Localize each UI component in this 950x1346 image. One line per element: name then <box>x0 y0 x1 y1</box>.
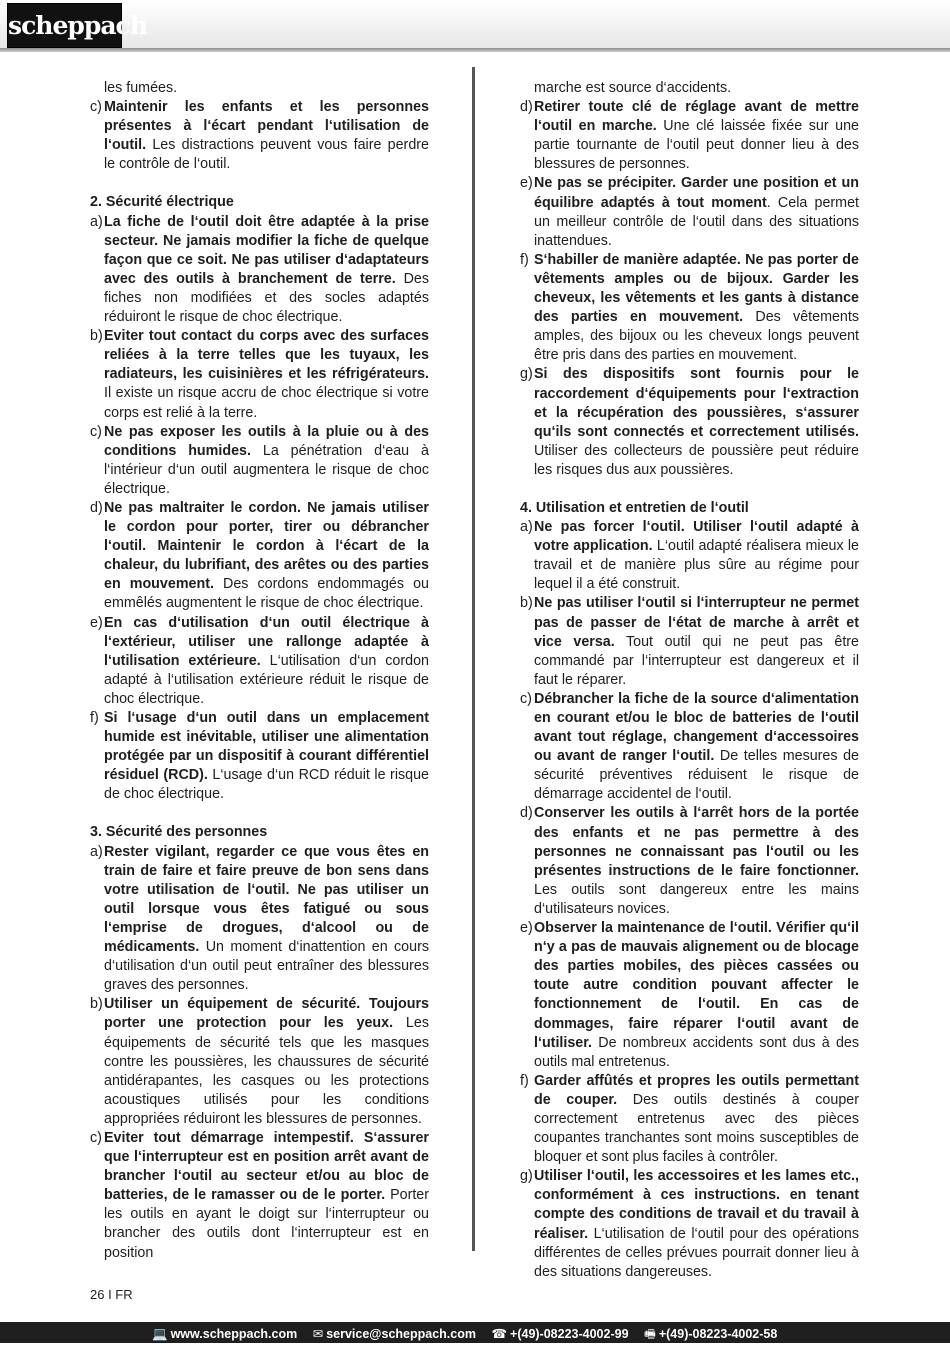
item-label: c) <box>90 423 102 440</box>
item-instruction: Eviter tout démarrage intempestif. S‘assurer que l‘interrupteur est en position arrêt avant de brancher l‘outil au secteur et/ou au bloc de batteries, de le ramasser ou de le porter. <box>104 1129 429 1204</box>
item-explanation: L‘utilisation d‘un cordon adapté à l‘utilisation extérieure réduit le risque de choc électrique. <box>104 652 429 707</box>
item-explanation: Des vêtements amples, des bijoux ou les cheveux longs peuvent être pris dans des parties en mouvement. <box>534 309 859 364</box>
item-instruction: Garder affûtés et propres les outils permettant de couper. <box>534 1072 859 1108</box>
item-explanation: L‘utilisation de l‘outil pour des opérations différentes de celles prévues pourrait donner lieu à des situations dangereuses. <box>534 1225 859 1280</box>
fax-icon: 🖷 <box>644 1327 656 1341</box>
item-label: a) <box>90 213 103 230</box>
item-explanation: Les outils sont dangereux entre les mains d‘utilisateurs novices. <box>534 881 859 917</box>
header-divider <box>0 48 950 52</box>
item-instruction: Ne pas se précipiter. Garder une position et un équilibre adaptés à tout moment <box>534 175 859 211</box>
list-item <box>90 213 429 328</box>
item-label: f) <box>520 251 529 268</box>
item-label: b) <box>520 595 533 612</box>
list-item <box>90 614 429 709</box>
item-label: b) <box>90 328 103 345</box>
list-item <box>90 423 429 499</box>
item-instruction: Eviter tout contact du corps avec des surfaces reliées à la terre telles que les tuyaux, les radiateurs, les cuisinières et les réfrigérateurs. <box>104 328 429 383</box>
item-explanation: L‘outil adapté réalisera mieux le travail et de manière plus sûre au régime pour lequel il a été construit. <box>534 538 859 593</box>
item-instruction: Si des dispositifs sont fournis pour le raccordement d‘équipements pour l‘extraction et la récupération des poussières, s‘assurer qu‘ils sont connectés et correctement utilisés. <box>534 366 859 440</box>
footer-website-text: www.scheppach.com <box>170 1327 298 1341</box>
item-instruction: Ne pas exposer les outils à la pluie ou à des conditions humides. <box>104 423 429 459</box>
item-instruction: Ne pas maltraiter le cordon. Ne jamais utiliser le cordon pour porter, tirer ou débrancher l‘outil. Maintenir le cordon à l‘écart de la chaleur, du lubrifiant, des arêtes ou des parties en mouvement. <box>104 499 429 593</box>
list-item <box>520 1167 859 1282</box>
item-label: e) <box>520 175 533 192</box>
footer-website[interactable] <box>152 1327 297 1341</box>
section-heading: 2. Sécurité électrique <box>90 194 234 211</box>
item-instruction: Débrancher la fiche de la source d‘alimentation en courant et/ou le bloc de batteries de l‘outil avant tout réglage, changement d‘accessoires ou avant de ranger l‘outil. <box>534 690 859 765</box>
item-explanation: les fumées. <box>104 80 178 96</box>
footer-phone <box>491 1327 628 1341</box>
item-explanation: marche est source d‘accidents. <box>534 80 732 96</box>
item-label: g) <box>520 1168 533 1185</box>
item-instruction: En cas d‘utilisation d‘un outil électrique à l‘extérieur, utiliser une rallonge adaptée à l‘utilisation extérieure. <box>104 614 429 669</box>
list-item <box>520 594 859 689</box>
item-instruction: Si l‘usage d‘un outil dans un emplacement humide est inévitable, utiliser une alimentation protégée par un dispositif à courant différentiel résiduel (RCD). <box>104 710 429 784</box>
list-item <box>90 1129 429 1263</box>
right-column <box>520 79 859 1282</box>
list-item <box>520 98 859 174</box>
list-item <box>90 327 429 422</box>
section-heading: 3. Sécurité des personnes <box>90 824 268 841</box>
list-item <box>90 499 429 614</box>
item-instruction: La fiche de l‘outil doit être adaptée à la prise secteur. Ne jamais modifier la fiche de quelque façon que ce soit. Ne pas utiliser d‘adaptateurs avec des outils à branchement de terre. <box>104 213 429 287</box>
item-label: c) <box>90 1129 102 1146</box>
item-instruction: Rester vigilant, regarder ce que vous êtes en train de faire et faire preuve de bon sens dans votre utilisation de l‘outil. Ne pas utiliser un outil lorsque vous êtes fatigué ou sous l‘emprise de drogues, d‘alcool ou de médicaments. <box>104 843 429 956</box>
item-label: d) <box>520 805 533 822</box>
section-heading: 4. Utilisation et entretien de l‘outil <box>520 499 749 516</box>
page-number: 26 I FR <box>90 1287 133 1302</box>
item-explanation: . Cela permet un meilleur contrôle de l‘outil dans des situations inattendues. <box>534 194 859 249</box>
list-item <box>520 79 859 98</box>
brand-logo: scheppach <box>7 3 122 48</box>
list-item <box>90 709 429 804</box>
item-explanation: Les distractions peuvent vous faire perdre le contrôle de l‘outil. <box>104 137 429 173</box>
phone-icon: ☎ <box>491 1327 508 1341</box>
item-label: e) <box>520 920 533 937</box>
item-instruction: Utiliser l‘outil, les accessoires et les lames etc., conformément à ces instructions. en tenant compte des conditions de travail et du travail à réaliser. <box>534 1168 859 1242</box>
list-item <box>90 843 429 996</box>
item-explanation: Une clé laissée fixée sur une partie tournante de l‘outil peut donner lieu à des blessures de personnes. <box>534 118 859 173</box>
item-explanation: Des cordons endommagés ou emmêlés augmentent le risque de choc électrique. <box>104 576 429 612</box>
list-item <box>90 79 429 98</box>
item-instruction: S‘habiller de manière adaptée. Ne pas porter de vêtements amples ou de bijoux. Garder les cheveux, les vêtements et les gants à distance des parties en mouvement. <box>534 251 859 326</box>
item-explanation: Tout outil qui ne peut pas être commandé par l‘interrupteur est dangereux et il faut le réparer. <box>534 633 860 688</box>
item-explanation: La pénétration d‘eau à l‘intérieur d‘un outil augmentera le risque de choc électrique. <box>104 442 429 497</box>
left-column <box>90 79 429 1263</box>
item-label: c) <box>90 99 102 116</box>
footer-fax <box>644 1327 777 1341</box>
item-explanation: Un moment d‘inattention en cours d‘utilisation d‘un outil peut entraîner des blessures graves des personnes. <box>104 939 429 994</box>
list-item <box>520 804 859 919</box>
item-label: g) <box>520 366 533 383</box>
list-item <box>520 174 859 250</box>
item-explanation: De nombreux accidents sont dus à des outils mal entretenus. <box>534 1034 859 1070</box>
item-explanation: Utiliser des collecteurs de poussière peut réduire les risques dus aux poussières. <box>534 442 859 478</box>
list-item <box>520 251 859 366</box>
list-item <box>520 690 859 805</box>
item-explanation: De telles mesures de sécurité préventives réduisent le risque de démarrage accidentel de l‘outil. <box>534 748 859 803</box>
item-explanation: L‘usage d‘un RCD réduit le risque de choc électrique. <box>104 767 429 803</box>
item-instruction: Observer la maintenance de l‘outil. Vérifier qu‘il n‘y a pas de mauvais alignement ou de blocage des parties mobiles, des pièces cassées ou toute autre condition pouvant affecter le fonctionnement de l‘outil. En cas de dommages, faire réparer l‘outil avant de l‘utiliser. <box>534 920 859 1051</box>
footer-fax-text: +(49)-08223-4002-58 <box>658 1327 778 1341</box>
computer-icon: 💻 <box>152 1327 168 1341</box>
footer-email-text: service@scheppach.com <box>326 1327 476 1341</box>
item-instruction: Ne pas utiliser l‘outil si l‘interrupteur ne permet pas de passer de l‘état de marche à arrêt et vice versa. <box>534 595 859 650</box>
item-explanation: Porter les outils en ayant le doigt sur l‘interrupteur ou brancher des outils dont l‘interrupteur est en position <box>104 1187 430 1261</box>
footer-bar <box>0 1322 950 1343</box>
item-explanation: Les équipements de sécurité tels que les masques contre les poussières, les chaussures de sécurité antidérapantes, les casques ou les protections acoustiques utilisés pour les conditions appropriées réduiront les blessures de personnes. <box>104 1015 429 1127</box>
column-divider <box>472 67 475 1251</box>
list-item <box>520 518 859 594</box>
list-item <box>520 365 859 480</box>
item-instruction: Retirer toute clé de réglage avant de mettre l‘outil en marche. <box>534 99 859 135</box>
item-explanation: Des outils destinés à couper correctement entretenus avec des pièces coupantes tranchantes sont moins susceptibles de bloquer et sont plus faciles à contrôler. <box>534 1091 859 1166</box>
item-label: b) <box>90 996 103 1013</box>
item-label: a) <box>520 519 533 536</box>
footer-phone-text: +(49)-08223-4002-99 <box>510 1327 629 1341</box>
item-label: d) <box>90 499 103 516</box>
mail-icon: ✉ <box>312 1327 324 1341</box>
item-label: e) <box>90 614 103 631</box>
list-item <box>520 1072 859 1167</box>
item-instruction: Ne pas forcer l‘outil. Utiliser l‘outil adapté à votre application. <box>534 519 859 555</box>
list-item <box>520 919 859 1072</box>
item-label: a) <box>90 843 103 860</box>
item-label: c) <box>520 690 532 707</box>
item-label: f) <box>90 710 99 726</box>
item-explanation: Des fiches non modifiées et des socles adaptés réduiront le risque de choc électrique. <box>104 270 429 326</box>
item-instruction: Maintenir les enfants et les personnes présentes à l‘écart pendant l‘utilisation de l‘outil. <box>104 99 429 154</box>
item-instruction: Conserver les outils à l‘arrêt hors de la portée des enfants et ne pas permettre à des personnes ne connaissant pas l‘outil ou les présentes instructions de le faire fonctionner. <box>534 805 859 879</box>
list-item <box>90 98 429 174</box>
item-label: d) <box>520 99 533 116</box>
item-explanation: Il existe un risque accru de choc électrique si votre corps est relié à la terre. <box>104 385 429 421</box>
item-instruction: Utiliser un équipement de sécurité. Toujours porter une protection pour les yeux. <box>104 996 429 1032</box>
item-label: f) <box>520 1072 529 1089</box>
list-item <box>90 995 429 1129</box>
footer-email[interactable] <box>313 1327 476 1341</box>
